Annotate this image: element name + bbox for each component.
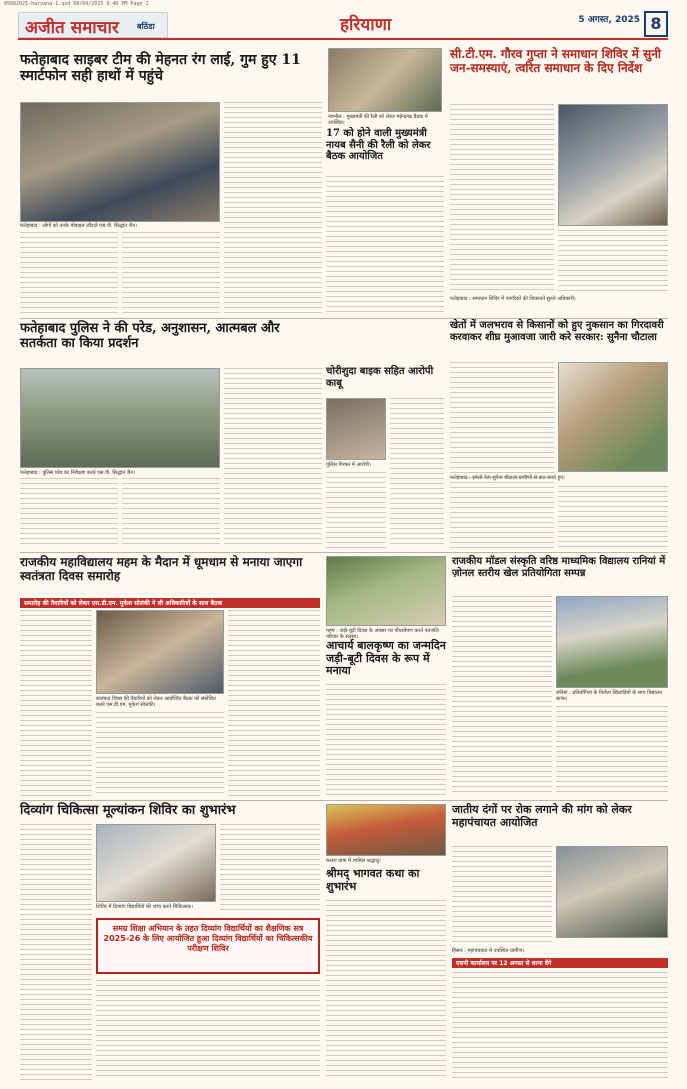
photo-samadhan-camp [558,104,668,226]
section-title: हरियाणा [340,15,392,35]
article-body-ctm [450,104,554,294]
headline-bike-thief[interactable]: चोरीशुदा बाइक सहित आरोपी काबू [326,366,434,389]
pull-quote: समग्र शिक्षा अभियान के तहत दिव्यांग विद्यार्थियों का शैक्षणिक सत्र 2025-26 के लिए आयोजित हुआ दिव्यांग विद्यार्थियों का चिकित्सकीय परीक्षण शिविर [96,918,320,974]
photo-sports-winners [556,596,668,688]
divider [20,552,668,553]
caption-police-parade: फतेहाबाद : पुलिस परेड का निरीक्षण करते एस.पी. सिद्धांत जैन। [20,470,136,476]
headline-herb-day[interactable]: आचार्य बालकृष्ण का जन्मदिन जड़ी-बूटी दिवस के रूप में मनाया [326,639,446,678]
mahapanchayat-subhead: एसपी कार्यालय पर 12 अगस्त से धरना देंगे [452,958,668,968]
caption-kalash-yatra: कलश यात्रा में शामिल श्रद्धालु। [326,858,381,864]
caption-sports: रानियां : प्रतियोगिता के विजेता खिलाड़ियों के साथ विद्यालय स्टाफ। [556,690,662,702]
headline-zonal-sports[interactable]: राजकीय मॉडल संस्कृति वरिष्ठ माध्यमिक विद्यालय रानियां में ज़ोनल स्तरीय खेल प्रतियोगिता सम्पन्न [452,556,666,579]
article-body-independence [20,610,92,796]
newspaper-logo [18,12,168,38]
headline-independence-day[interactable]: राजकीय महाविद्यालय महम के मैदान में धूमधाम से मनाया जाएगा स्वतंत्रता दिवस समारोह [20,555,303,583]
caption-waterlogging: फतेहाबाद : इनेलो नेता सुनैना चौटाला ग्रामीणों से बात करते हुए। [450,475,565,481]
photo-accused [326,398,386,460]
article-body-mahapanchayat-2 [452,972,668,1080]
article-body-independence-2 [96,712,224,796]
photo-police-parade [20,368,220,468]
article-body-waterlogging-2 [558,486,668,548]
photo-herb-day [326,556,446,626]
article-body-independence-3 [228,610,320,796]
divider [20,800,668,801]
article-body-disability-2 [220,824,320,914]
photo-kalash-yatra [326,804,446,856]
subheadline-band: समारोह की तैयारियों को लेकर एस.डी.एम. मुकेश सोलंकी ने ली अधिकारियों के साथ बैठक [20,598,320,608]
caption-disability: शिविर में दिव्यांग विद्यार्थियों की जांच करते चिकित्सक। [96,904,194,910]
headline-cyber-team[interactable]: फतेहाबाद साइबर टीम की मेहनत रंग लाई, गुम हुए 11 स्मार्टफोन सही हाथों में पहुंचे [20,52,301,85]
article-body-sports [452,596,552,796]
article-body-parade [20,478,118,548]
photo-phones-returned [20,102,220,222]
divider [20,318,668,319]
article-body-cm-rally [326,176,444,314]
caption-accused: पुलिस गिरफ्त में आरोपी। [326,462,371,468]
article-body-disability [20,824,92,1080]
article-body-parade-2 [122,478,220,548]
photo-sunaina-chautala [558,362,668,472]
masthead [18,10,668,40]
headline-waterlogging[interactable]: खेतों में जलभराव से किसानों को हुए नुकसान का गिरदावरी करवाकर शीघ्र मुआवजा जारी करे सरकार: सुनैना चौटाला [450,320,664,343]
file-slug: 05082025-haryana-1.qxd 08/04/2025 9:46 PM Page 1 [4,1,149,7]
article-body-disability-3 [96,980,320,1080]
caption-sdm-meeting: स्वतंत्रता दिवस की तैयारियों को लेकर आयोजित बैठक को संबोधित करते एस.डी.एम. मुकेश सोलंकी। [96,696,216,708]
headline-disability-camp[interactable]: दिव्यांग चिकित्सा मूल्यांकन शिविर का शुभारंभ [20,803,236,818]
headline-mahapanchayat[interactable]: जातीय दंगों पर रोक लगाने की मांग को लेकर महापंचायत आयोजित [452,803,632,829]
headline-cm-rally[interactable]: 17 को होने वाली मुख्यमंत्री नायब सैनी की रैली को लेकर बैठक आयोजित [326,128,431,162]
photo-mahapanchayat [556,846,668,938]
caption-mahapanchayat: हिसार : महापंचायत में उपस्थित ग्रामीण। [452,948,524,954]
paper-name: अजीत समाचार [25,18,119,38]
article-body-mahapanchayat [452,846,552,946]
article-body-herb-day [326,684,446,796]
caption-herb-day: महम : जड़ी-बूटी दिवस के अवसर पर पौधारोपण करते पतंजलि परिवार के सदस्य। [326,628,439,640]
article-body-bike-2 [326,472,386,548]
article-body-katha [326,900,446,1080]
photo-sdm-meeting [96,610,224,694]
article-body-cyber-2 [122,232,220,314]
issue-date: 5 अगस्त, 2025 [578,15,640,25]
article-body-cyber [20,232,118,314]
headline-police-parade[interactable]: फतेहाबाद पुलिस ने की परेड, अनुशासन, आत्मबल और सतर्कता का किया प्रदर्शन [20,321,280,351]
photo-disability-camp [96,824,216,902]
caption-ctm-camp: फतेहाबाद : समाधान शिविर में नागरिकों की शिकायतें सुनते अधिकारी। [450,296,576,302]
caption-cm-rally: नारनौल : मुख्यमंत्री की रैली को लेकर महेन्द्रगढ़ बैठक में उपस्थित। [328,114,428,126]
caption-cyber-team: फतेहाबाद : लोगों को उनके मोबाइल लौटाते एस.पी. सिद्धांत जैन। [20,223,138,229]
page-number: 8 [644,11,668,37]
article-body-ctm-2 [558,230,668,294]
article-body-bike [390,398,444,548]
article-body-cyber-3 [224,102,322,314]
article-body-parade-3 [224,368,322,548]
edition-city: बठिंडा [137,22,155,31]
headline-ctm-camp[interactable]: सी.टी.एम. गौरव गुप्ता ने समाधान शिविर में सुनी जन-समस्याएं, त्वरित समाधान के दिए निर्देश [450,47,662,75]
article-body-waterlogging [450,362,554,548]
article-body-sports-2 [556,706,668,796]
headline-bhagwat-katha[interactable]: श्रीमद् भागवत कथा का शुभारंभ [326,867,420,893]
